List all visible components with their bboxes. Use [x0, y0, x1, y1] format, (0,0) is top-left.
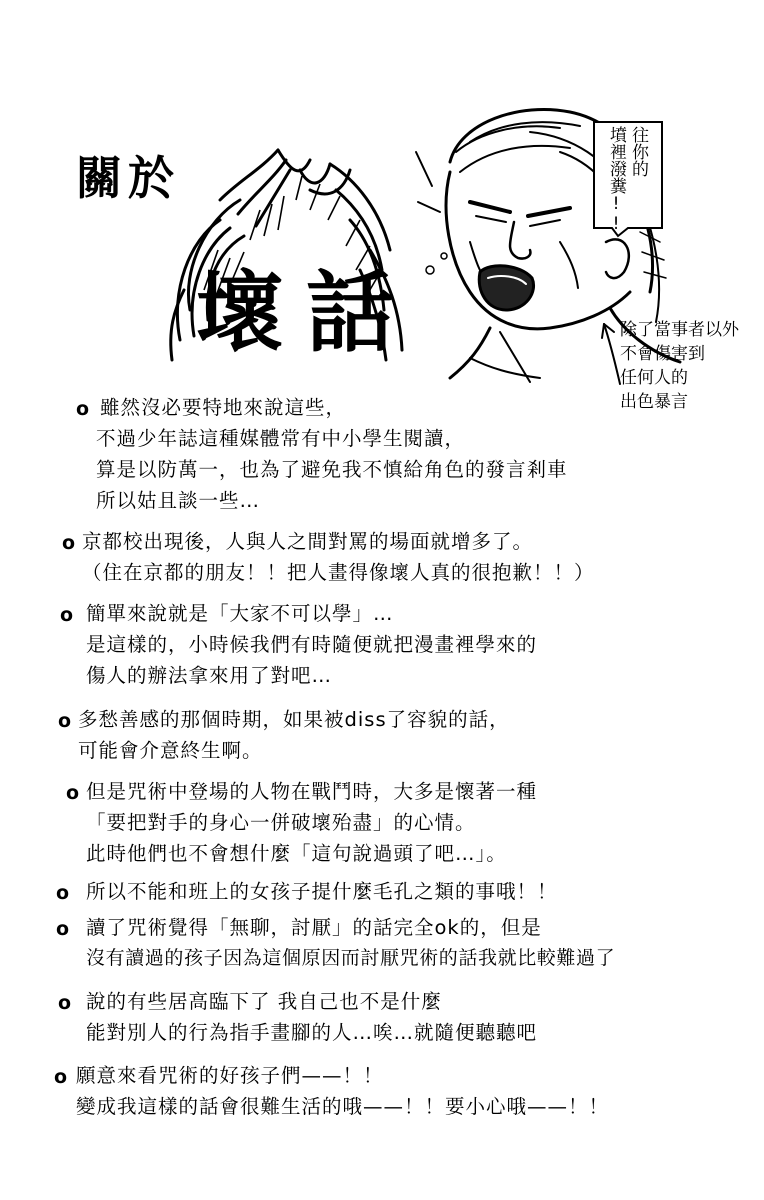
paragraph-line: 可能會介意終生啊。 — [78, 739, 263, 762]
side-note-line: 任何人的 — [620, 368, 688, 388]
bullet-marker: o — [62, 532, 76, 554]
paragraph-3 — [86, 598, 537, 691]
paragraph-5 — [86, 776, 537, 869]
paragraph-line: 變成我這樣的話會很難生活的哦——！！要小心哦——！！ — [76, 1095, 610, 1118]
bullet-marker: o — [60, 604, 74, 626]
paragraph-9 — [76, 1060, 609, 1122]
bullet-marker: o — [56, 918, 70, 940]
paragraph-line: 京都校出現後，人與人之間對罵的場面就增多了。 — [82, 530, 534, 553]
paragraph-1 — [96, 392, 568, 516]
paragraph-line: 不過少年誌這種媒體常有中小學生閱讀， — [96, 427, 466, 450]
side-note — [620, 318, 760, 414]
side-note-line: 不會傷害到 — [620, 344, 705, 364]
title-big: 壞話 — [196, 260, 417, 364]
paragraph-line: 沒有讀過的孩子因為這個原因而討厭咒術的話我就比較難過了 — [86, 947, 616, 969]
paragraph-line: 傷人的辦法拿來用了對吧… — [86, 664, 333, 687]
bullet-marker: o — [54, 1066, 68, 1088]
paragraph-line: 讀了咒術覺得「無聊，討厭」的話完全ok的，但是 — [86, 916, 542, 939]
paragraph-line: 多愁善感的那個時期，如果被diss了容貌的話， — [78, 708, 510, 731]
bullet-marker: o — [58, 992, 72, 1014]
paragraph-line: 簡單來說就是「大家不可以學」… — [86, 602, 394, 625]
paragraph-line: （住在京都的朋友！！把人畫得像壞人真的很抱歉！！） — [82, 561, 595, 584]
speech-bubble-text-column-2: 墳裡潑糞!! — [606, 126, 626, 234]
paragraph-line: 但是咒術中登場的人物在戰鬥時，大多是懷著一種 — [86, 780, 538, 803]
paragraph-line: 能對別人的行為指手畫腳的人…唉…就隨便聽聽吧 — [86, 1021, 538, 1044]
title-small: 關於 — [76, 151, 180, 205]
speech-bubble-text-column-1: 往你的 — [628, 126, 648, 177]
paragraph-line: 此時他們也不會想什麼「這句說過頭了吧…」。 — [86, 842, 507, 865]
paragraph-line: 說的有些居高臨下了 我自己也不是什麼 — [86, 990, 442, 1013]
side-note-line: 除了當事者以外 — [620, 320, 739, 340]
paragraph-line: 算是以防萬一，也為了避免我不慎給角色的發言剎車 — [96, 458, 568, 481]
bullet-marker: o — [66, 782, 80, 804]
paragraph-line: 是這樣的，小時候我們有時隨便就把漫畫裡學來的 — [86, 633, 538, 656]
paragraph-7 — [86, 912, 615, 974]
paragraph-6 — [86, 876, 558, 907]
paragraph-line: 所以不能和班上的女孩子提什麼毛孔之類的事哦！！ — [86, 880, 558, 903]
paragraph-line: 願意來看咒術的好孩子們——！！ — [76, 1064, 384, 1087]
paragraph-line: 「要把對手的身心一併破壞殆盡」的心情。 — [86, 811, 476, 834]
paragraph-line: 所以姑且談一些… — [96, 489, 261, 512]
bullet-marker: o — [58, 710, 72, 732]
paragraph-4 — [78, 704, 510, 766]
side-note-line: 出色暴言 — [620, 392, 688, 412]
bullet-marker: o — [56, 882, 70, 904]
paragraph-line: 雖然沒必要特地來說這些， — [100, 396, 347, 419]
paragraph-8 — [86, 986, 537, 1048]
paragraph-2 — [82, 526, 595, 588]
bullet-marker: o — [76, 398, 90, 420]
